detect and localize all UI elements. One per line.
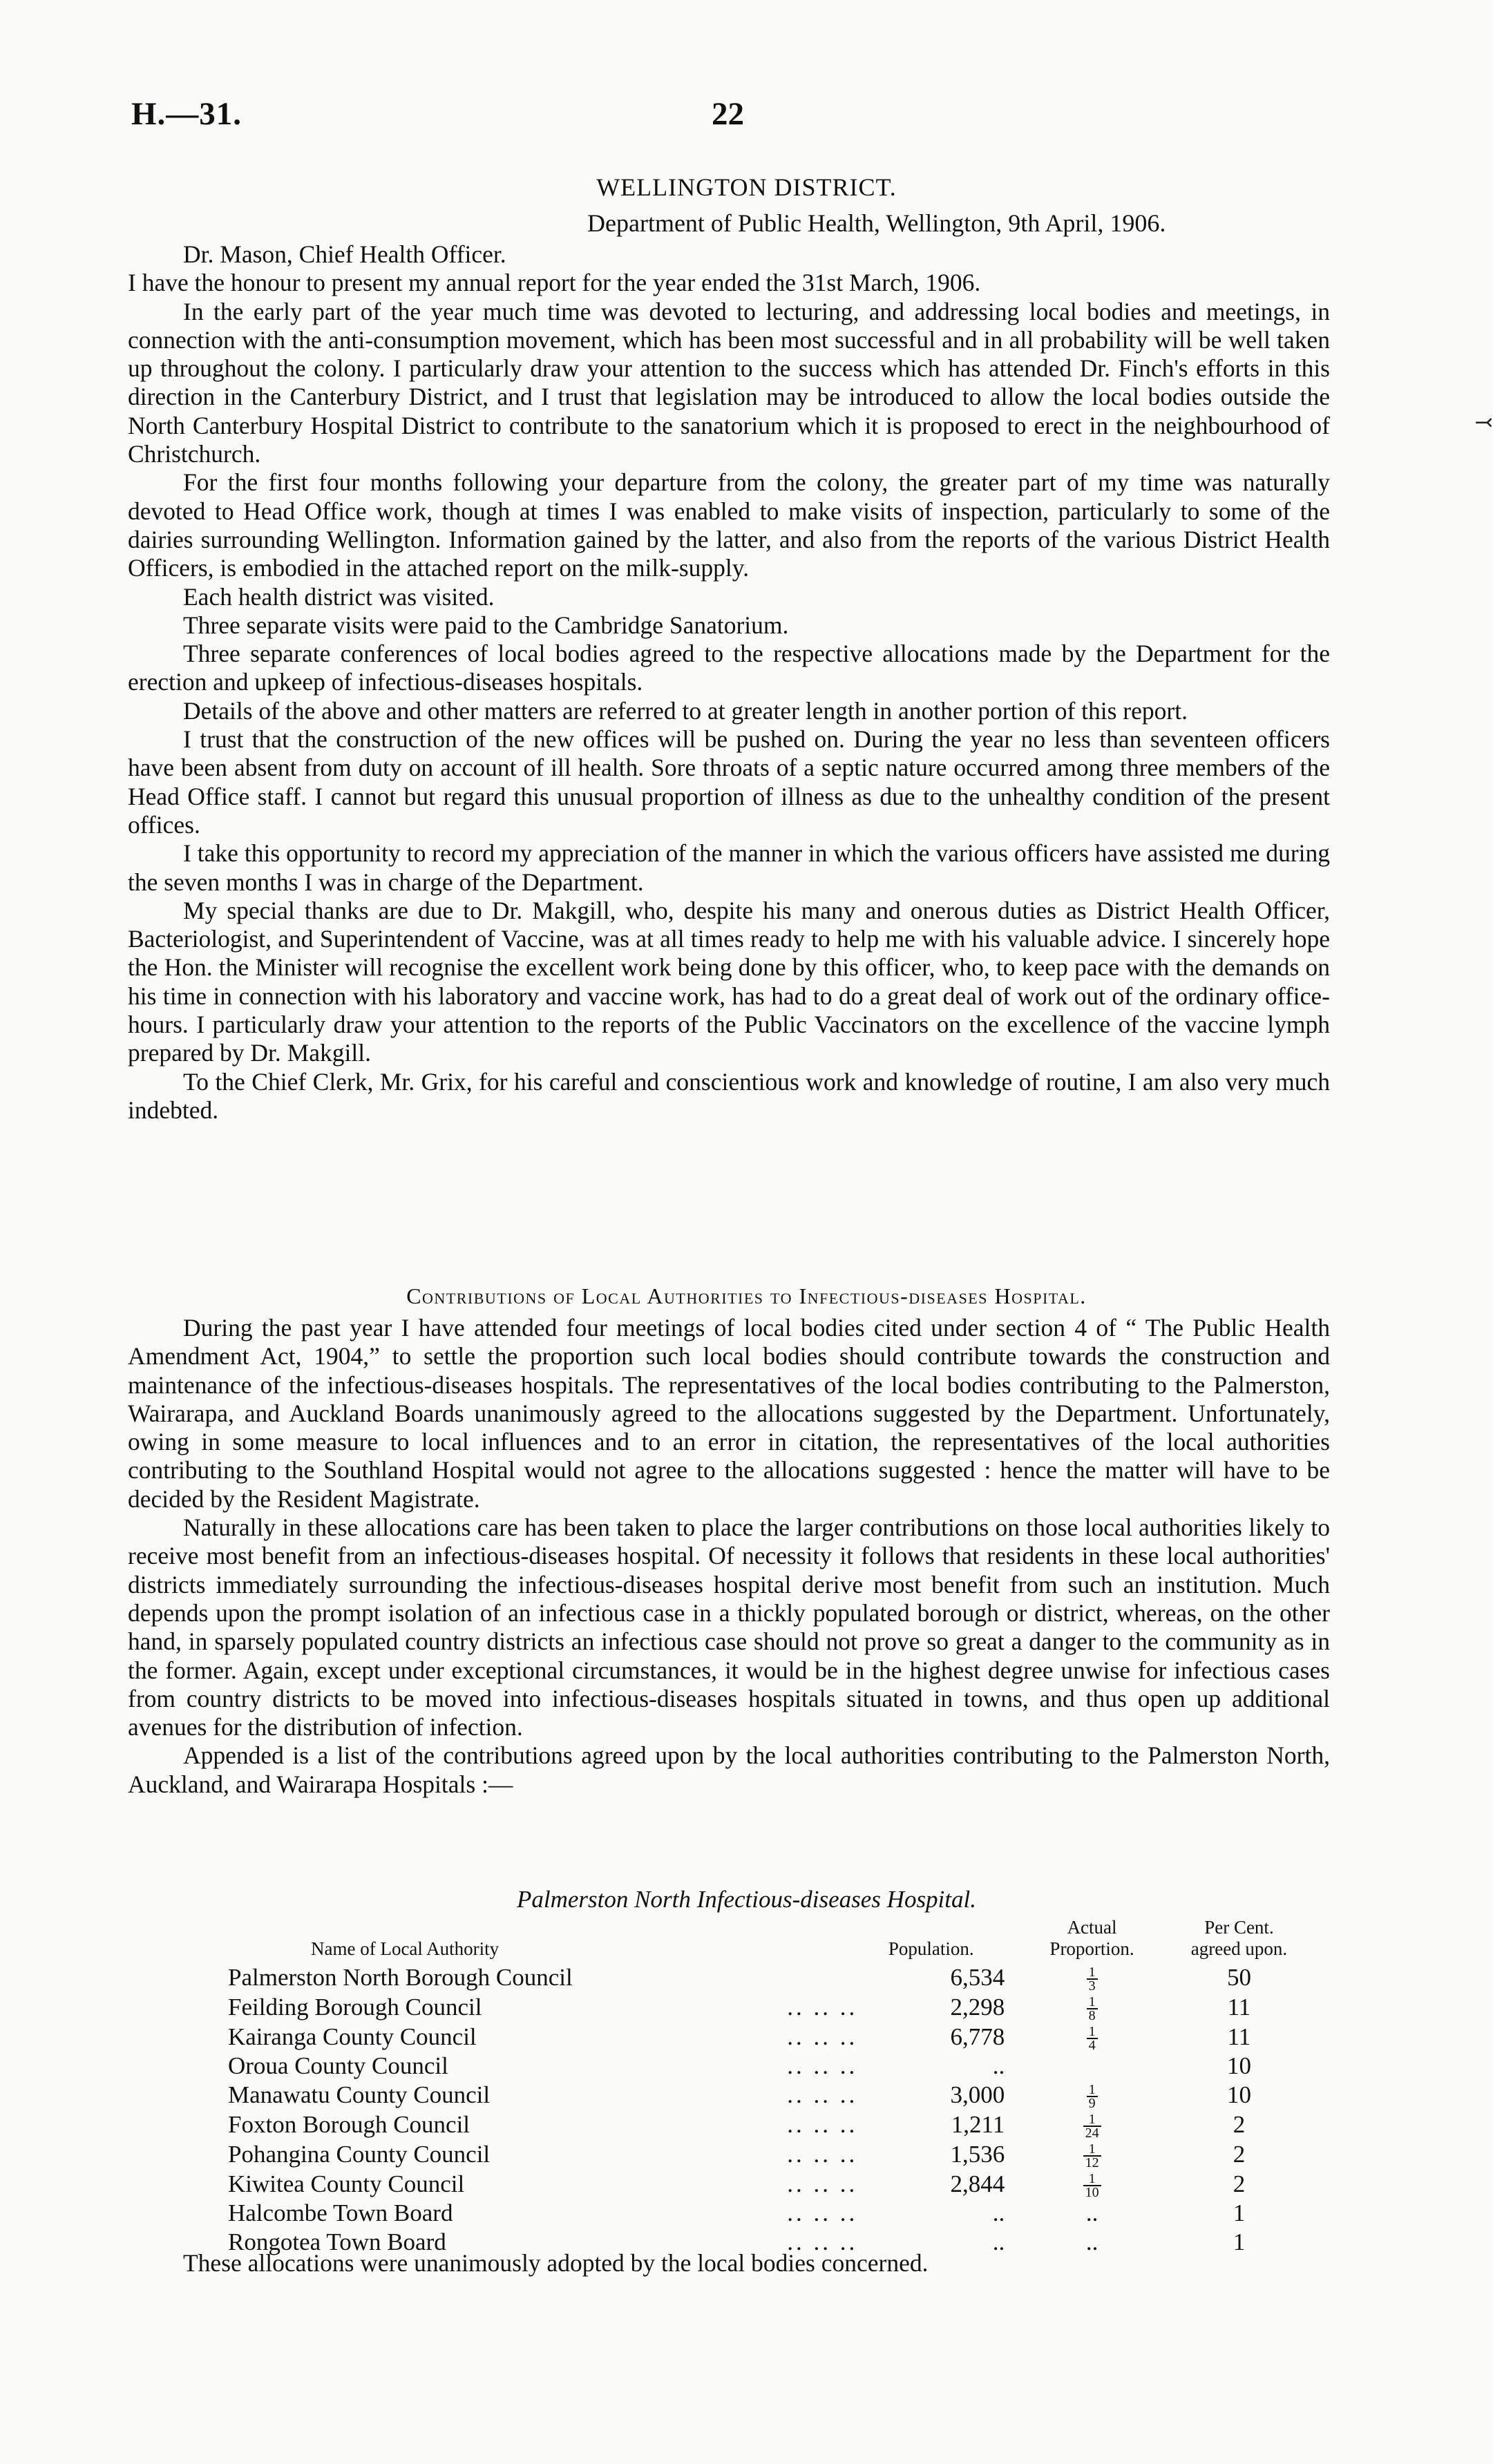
header-population: Population. bbox=[888, 1938, 974, 1959]
closing-note: These allocations were unanimously adopted by the local bodies concerned. bbox=[183, 2249, 929, 2277]
fraction bbox=[1087, 1966, 1098, 1992]
fraction bbox=[1087, 2083, 1098, 2110]
cell-percent: 11 bbox=[1227, 1993, 1251, 2021]
header-percent: Per Cent. agreed upon. bbox=[1190, 1917, 1288, 1959]
cell-proportion bbox=[1018, 2052, 1166, 2081]
header-proportion: Actual Proportion. bbox=[1049, 1917, 1134, 1959]
cell-percent: 50 bbox=[1226, 1963, 1251, 1991]
fraction-denominator: 12 bbox=[1085, 2155, 1099, 2171]
district-title: WELLINGTON DISTRICT. bbox=[596, 173, 897, 201]
cell-authority-name: Feilding Borough Council .. .. .. bbox=[228, 1993, 858, 2021]
table-row bbox=[228, 2169, 1313, 2199]
cell-proportion bbox=[1018, 2110, 1166, 2139]
paragraph: Each health district was visited. bbox=[183, 582, 495, 611]
fraction-denominator: 4 bbox=[1088, 2037, 1096, 2053]
fraction-denominator: 3 bbox=[1088, 1978, 1096, 1994]
fraction-denominator: 8 bbox=[1088, 2007, 1096, 2023]
fraction-numerator: 1 bbox=[1083, 2113, 1101, 2127]
section-title: Contributions of Local Authorities to Infectious-diseases Hospital. bbox=[406, 1283, 1087, 1308]
dot-leader: .. .. .. bbox=[787, 2170, 858, 2198]
cell-proportion: .. bbox=[1085, 2228, 1099, 2255]
cell-proportion bbox=[1018, 1962, 1166, 1992]
department-dateline: Department of Public Health, Wellington, 9th April, 1906. bbox=[587, 209, 1166, 237]
paragraph: During the past year I have attended four meetings of local bodies cited under section 4 of “ The Public Health Amendment Act, 1904,” to settle the proportion such local bodies should contribute towards the construction and maintenance of the infectious-diseases hospitals. The representatives of the local bodies contributing to the Palmerston, Wairarapa, and Auckland Boards unanimously agreed to the allocations suggested by the Department. Unfortunately, owing in some measure to local influences and to an error in citation, the representatives of the local authorities contributing to the Southland Hospital would not agree to the allocations suggested : hence the matter will have to be decided by the Resident Magistrate. bbox=[128, 1314, 1330, 1513]
document-reference: H.—31. bbox=[131, 96, 243, 132]
paragraph: In the early part of the year much time was devoted to lecturing, and addressing local bodies and meetings, in connection with the anti-consumption movement, which has been most successful and in all probability will be well taken up throughout the colony. I particularly draw your attention to the success which has attended Dr. Finch's efforts in this direction in the Canterbury District, and I trust that legislation may be introduced to allow the local bodies outside the North Canterbury Hospital District to contribute to the sanatorium which it is proposed to erect in the neighbourhood of Christchurch. bbox=[128, 297, 1330, 468]
table-row bbox=[228, 1992, 1313, 2022]
cell-percent: 2 bbox=[1233, 2111, 1246, 2139]
table-row bbox=[228, 2139, 1313, 2169]
cell-population: 1,211 bbox=[951, 2111, 1005, 2139]
header-name: Name of Local Authority bbox=[311, 1938, 500, 1959]
fraction-numerator: 1 bbox=[1083, 2143, 1101, 2157]
fraction bbox=[1087, 2025, 1098, 2052]
report-body bbox=[128, 240, 1330, 1125]
cell-proportion: .. bbox=[1085, 2199, 1099, 2227]
fraction bbox=[1083, 2113, 1101, 2139]
cell-percent: 11 bbox=[1227, 2023, 1251, 2050]
cell-authority-name: Kairanga County Council .. .. .. bbox=[228, 2023, 858, 2050]
table-title: Palmerston North Infectious-diseases Hospital. bbox=[517, 1886, 976, 1913]
fraction bbox=[1083, 2172, 1101, 2199]
allocation-table-container bbox=[228, 1917, 1313, 2256]
fraction-numerator: 1 bbox=[1083, 2172, 1101, 2186]
table-row bbox=[228, 2110, 1313, 2139]
paragraph: Three separate conferences of local bodies agreed to the respective allocations made by the Department for the erection and upkeep of infectious-diseases hospitals. bbox=[128, 640, 1330, 696]
cell-authority-name: Halcombe Town Board .. .. .. bbox=[228, 2199, 858, 2227]
paragraph: To the Chief Clerk, Mr. Grix, for his careful and conscientious work and knowledge of routine, I am also very much indebted. bbox=[128, 1067, 1330, 1124]
paragraph: Appended is a list of the contributions agreed upon by the local authorities contributing to the Palmerston North, Auckland, and Wairarapa Hospitals :— bbox=[128, 1741, 1330, 1798]
allocation-table bbox=[228, 1917, 1313, 2256]
fraction-numerator: 1 bbox=[1087, 1996, 1098, 2009]
paragraph: Details of the above and other matters are referred to at greater length in another portion of this report. bbox=[183, 696, 1188, 725]
fraction-denominator: 10 bbox=[1085, 2185, 1099, 2201]
dot-leader: .. .. .. bbox=[787, 2141, 858, 2168]
cell-proportion bbox=[1018, 2139, 1166, 2169]
dot-leader: .. .. .. bbox=[787, 2023, 858, 2050]
paragraph: For the first four months following your departure from the colony, the greater part of my time was naturally devoted to Head Office work, though at times I was enabled to make visits of inspection, particularly to some of the dairies surrounding Wellington. Information gained by the latter, and also from the reports of the various District Health Officers, is embodied in the attached report on the milk-supply. bbox=[128, 468, 1330, 582]
cell-population: 3,000 bbox=[950, 2081, 1005, 2109]
table-body bbox=[228, 1962, 1313, 2256]
cell-population: .. bbox=[992, 2228, 1005, 2255]
cell-population: 6,778 bbox=[950, 2023, 1005, 2050]
cell-population: 2,844 bbox=[950, 2170, 1005, 2198]
table-row bbox=[228, 2052, 1313, 2081]
cell-proportion bbox=[1018, 2022, 1166, 2052]
page-number: 22 bbox=[712, 96, 744, 132]
addressee: Dr. Mason, Chief Health Officer. bbox=[183, 240, 506, 268]
fraction-denominator: 24 bbox=[1085, 2126, 1099, 2141]
dot-leader: .. .. .. bbox=[787, 1993, 858, 2021]
section-body bbox=[128, 1314, 1330, 1799]
cell-population: 6,534 bbox=[950, 1963, 1005, 1991]
margin-arrow-icon: ⤙ bbox=[1474, 410, 1493, 434]
fraction-numerator: 1 bbox=[1087, 2025, 1098, 2039]
table-row bbox=[228, 1962, 1313, 1992]
table-row bbox=[228, 2080, 1313, 2110]
cell-percent: 2 bbox=[1233, 2141, 1246, 2168]
cell-population: 2,298 bbox=[950, 1993, 1005, 2021]
paragraph: I trust that the construction of the new offices will be pushed on. During the year no less than seventeen officers have been absent from duty on account of ill health. Sore throats of a septic nature occurred among three members of the Head Office staff. I cannot but regard this unusual proportion of illness as due to the unhealthy condition of the present offices. bbox=[128, 725, 1330, 839]
cell-proportion bbox=[1018, 2080, 1166, 2110]
cell-authority-name: Palmerston North Borough Council bbox=[228, 1963, 573, 1991]
paragraph: My special thanks are due to Dr. Makgill, who, despite his many and onerous duties as District Health Officer, Bacteriologist, and Superintendent of Vaccine, was at all times ready to help me with his valuable advice. I sincerely hope the Hon. the Minister will recognise the excellent work being done by this officer, who, to keep pace with the demands on his time in connection with his laboratory and vaccine work, has had to do a great deal of work out of the ordinary office-hours. I particularly draw your attention to the reports of the Public Vaccinators on the excellence of the vaccine lymph prepared by Dr. Makgill. bbox=[128, 896, 1330, 1067]
cell-population: .. bbox=[992, 2199, 1005, 2227]
cell-percent: 10 bbox=[1226, 2052, 1251, 2079]
cell-authority-name: Pohangina County Council .. .. .. bbox=[228, 2141, 858, 2168]
cell-percent: 2 bbox=[1233, 2170, 1246, 2198]
dot-leader: .. .. .. bbox=[787, 2228, 858, 2255]
paragraph: Three separate visits were paid to the Cambridge Sanatorium. bbox=[183, 611, 789, 639]
dot-leader: .. .. .. bbox=[787, 2111, 858, 2139]
fraction bbox=[1087, 1996, 1098, 2022]
fraction-denominator: 9 bbox=[1088, 2096, 1096, 2112]
cell-authority-name: Foxton Borough Council .. .. .. bbox=[228, 2111, 858, 2139]
cell-percent: 10 bbox=[1226, 2081, 1251, 2109]
fraction bbox=[1083, 2143, 1101, 2169]
dot-leader: .. .. .. bbox=[787, 2081, 858, 2109]
cell-authority-name: Rongotea Town Board .. .. .. bbox=[228, 2228, 858, 2255]
dot-leader: .. .. .. bbox=[787, 2199, 858, 2227]
cell-percent: 1 bbox=[1233, 2199, 1246, 2227]
cell-authority-name: Oroua County Council .. .. .. bbox=[228, 2052, 858, 2079]
cell-proportion bbox=[1018, 2169, 1166, 2199]
cell-authority-name: Kiwitea County Council .. .. .. bbox=[228, 2170, 858, 2198]
dot-leader: .. .. .. bbox=[787, 2052, 858, 2079]
table-row bbox=[228, 2199, 1313, 2228]
cell-authority-name: Manawatu County Council .. .. .. bbox=[228, 2081, 858, 2109]
paragraph: I have the honour to present my annual report for the year ended the 31st March, 1906. bbox=[128, 269, 981, 297]
cell-proportion bbox=[1018, 1992, 1166, 2022]
cell-percent: 1 bbox=[1233, 2228, 1246, 2255]
table-row bbox=[228, 2022, 1313, 2052]
paragraph: I take this opportunity to record my appreciation of the manner in which the various officers have assisted me during the seven months I was in charge of the Department. bbox=[128, 839, 1330, 896]
table-header-row bbox=[228, 1917, 1313, 1962]
cell-population: 1,536 bbox=[950, 2141, 1005, 2168]
fraction-numerator: 1 bbox=[1087, 2083, 1098, 2097]
paragraph: Naturally in these allocations care has been taken to place the larger contributions on those local authorities likely to receive most benefit from an infectious-diseases hospital. Of necessity it follows that residents in these local authorities' districts immediately surrounding the infectious-diseases hospital derive most benefit from such an institution. Much depends upon the prompt isolation of an infectious case in a thickly populated borough or district, whereas, on the other hand, in sparsely populated country districts an infectious case should not prove so great a danger to the community as in the former. Again, except under exceptional circumstances, it would be in the highest degree unwise for infectious cases from country districts to be moved into infectious-diseases hospitals situated in towns, and thus open up additional avenues for the distribution of infection. bbox=[128, 1513, 1330, 1741]
fraction-numerator: 1 bbox=[1087, 1966, 1098, 1980]
cell-population: .. bbox=[992, 2052, 1005, 2079]
